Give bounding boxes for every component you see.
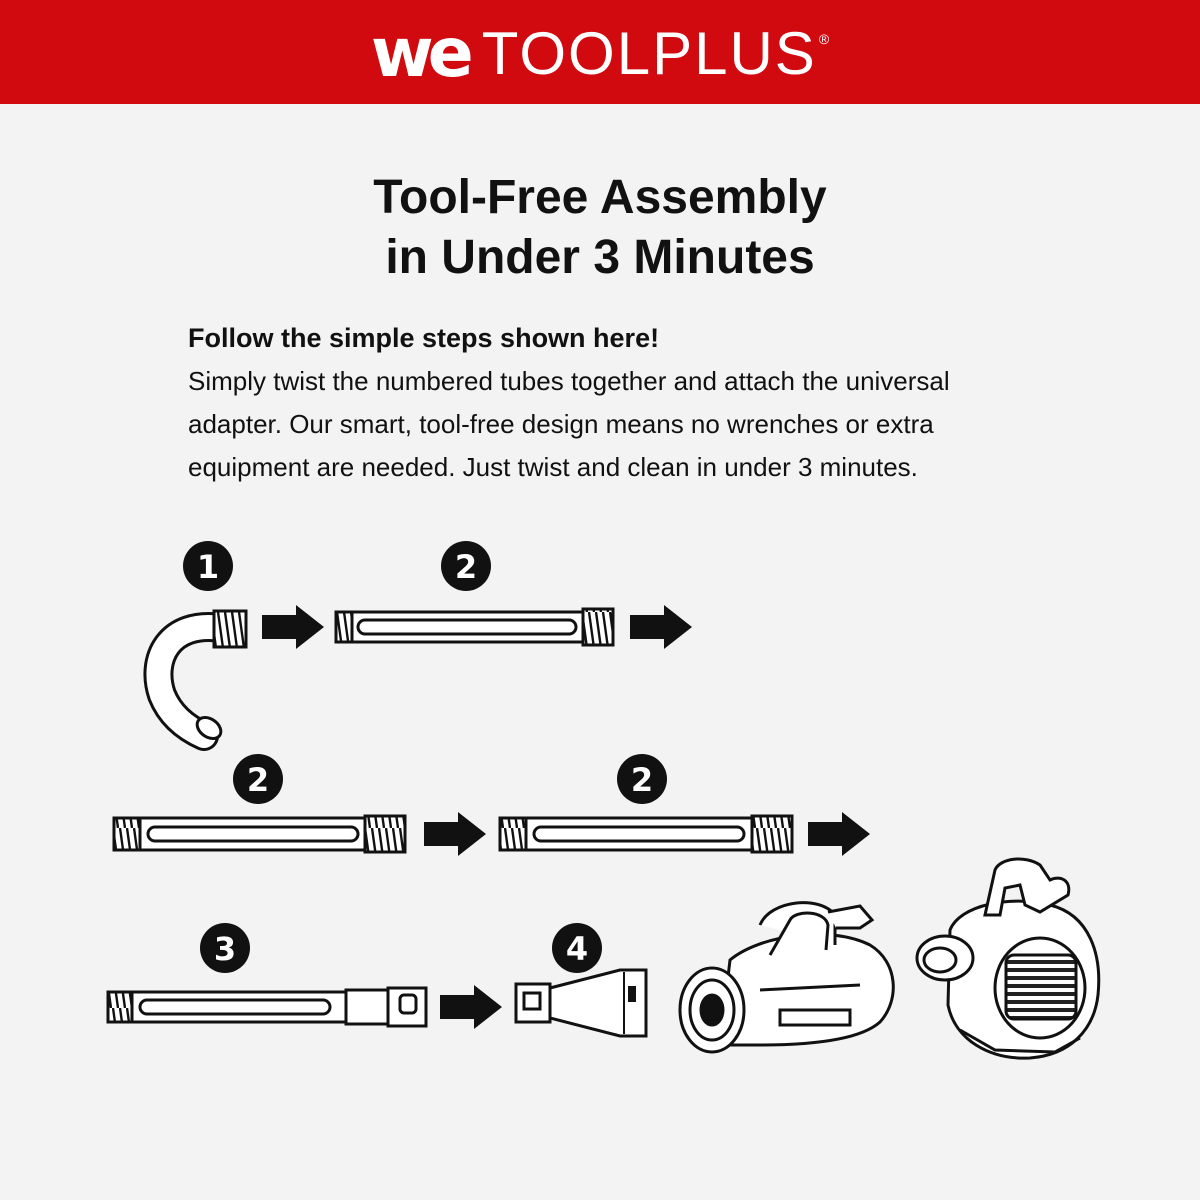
step-badge-3 xyxy=(200,923,250,973)
step-number-2a: 2 xyxy=(454,548,478,586)
logo-we: we xyxy=(370,14,468,93)
arrow-icon xyxy=(808,812,870,856)
instructions-body: Simply twist the numbered tubes together and attach the universal adapter. Our smart, tool-free design means no wrenches or extra equipment are needed. Just twist and clean in under 3 minutes. xyxy=(188,366,950,482)
arrow-icon xyxy=(440,985,502,1029)
step-badge-2b xyxy=(233,754,283,804)
step-number-2c: 2 xyxy=(630,761,654,799)
step-number-2b: 2 xyxy=(246,761,270,799)
step-number-1: 1 xyxy=(196,548,220,586)
step-number-4: 4 xyxy=(565,930,589,968)
title-line-1: Tool-Free Assembly xyxy=(373,171,827,224)
step-badge-1 xyxy=(183,541,233,591)
leaf-blower-side-icon xyxy=(680,903,893,1052)
arrow-icon xyxy=(630,605,692,649)
tube-2-row2-right-icon xyxy=(500,816,792,852)
leaf-blower-front-icon xyxy=(917,859,1099,1058)
step-number-3: 3 xyxy=(213,930,237,968)
tube-3-icon xyxy=(108,988,426,1026)
tube-2-row2-left-icon xyxy=(114,816,405,852)
title-line-2: in Under 3 Minutes xyxy=(385,231,815,284)
step-badge-2a xyxy=(441,541,491,591)
tube-2-row1-icon xyxy=(336,609,613,645)
arrow-icon xyxy=(262,605,324,649)
logo-wordmark: TOOLPLUS xyxy=(481,20,817,87)
registered-mark: ® xyxy=(818,31,830,47)
step-badge-4 xyxy=(552,923,602,973)
instructions-heading: Follow the simple steps shown here! xyxy=(188,323,660,353)
arrow-icon xyxy=(424,812,486,856)
step-badge-2c xyxy=(617,754,667,804)
universal-adapter-icon xyxy=(516,970,646,1036)
elbow-tube-icon xyxy=(158,611,246,743)
